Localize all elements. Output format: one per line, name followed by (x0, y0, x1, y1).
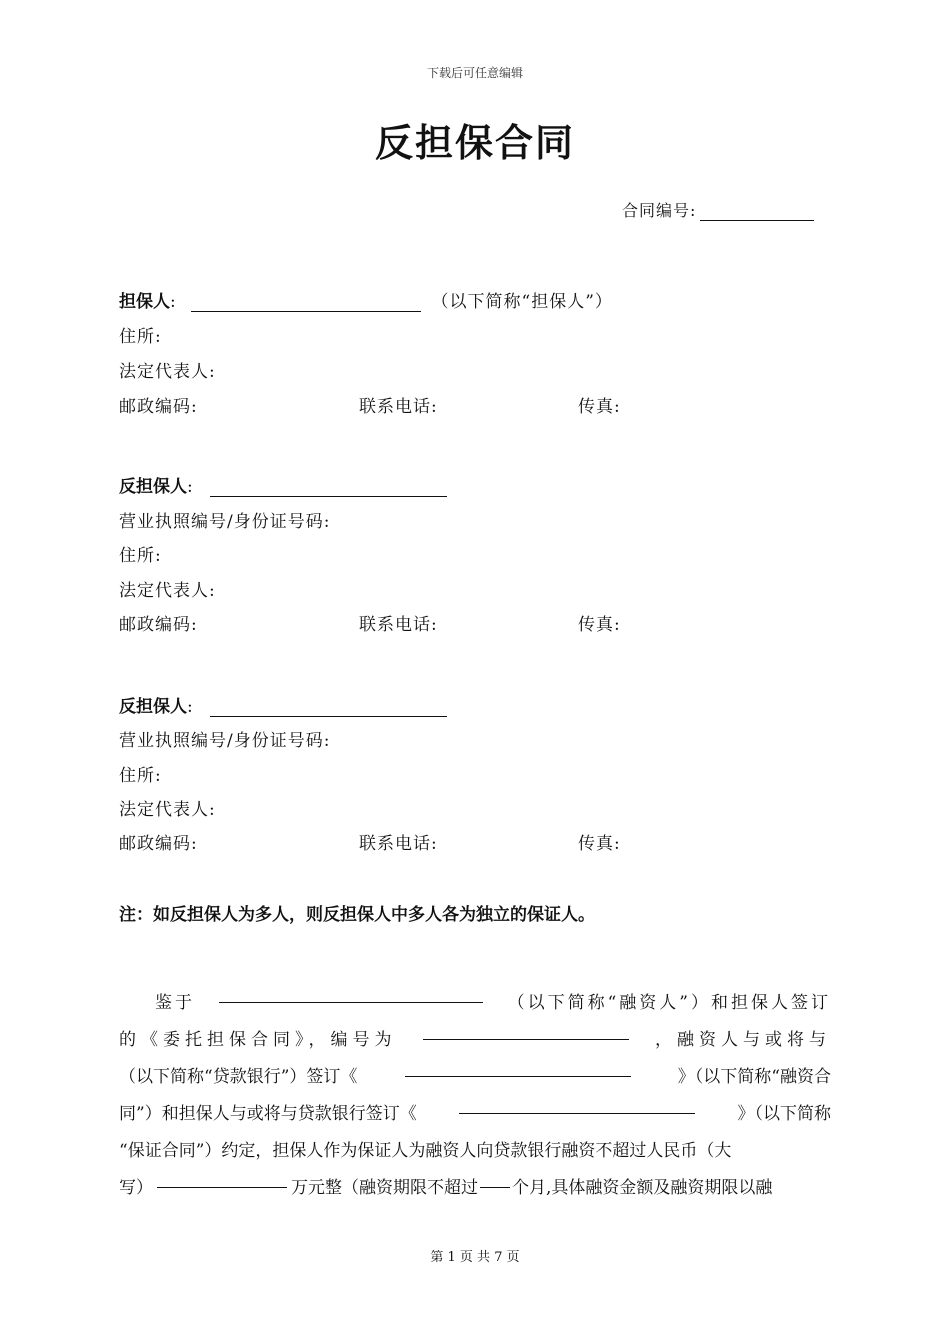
counter-guarantor-1-postal: 邮政编码: (119, 615, 198, 635)
months-blank (480, 1170, 510, 1188)
body-text: 个月,具体融资金额及融资期限以融 (512, 1178, 773, 1198)
guarantor-line (119, 287, 613, 312)
guarantor-postal: 邮政编码: (119, 397, 198, 417)
contract-number-label: 合同编号: (622, 201, 697, 220)
body-text: “保证合同”）约定，担保人作为保证人为融资人向贷款银行融资不超过人民币（大 (119, 1141, 732, 1161)
body-text: 的《委托担保合同》，编号为 (119, 1030, 397, 1050)
counter-guarantor-1-fax: 传真: (578, 615, 621, 635)
counter-guarantor-2-license: 营业执照编号/身份证号码: (119, 731, 331, 751)
counter-guarantor-2-address: 住所: (119, 766, 162, 786)
counter-guarantor-2-phone: 联系电话: (359, 834, 438, 854)
counter-guarantor-2-postal: 邮政编码: (119, 834, 198, 854)
body-text: （以下简称“贷款银行”）签订《 (119, 1067, 358, 1087)
counter-guarantor-2-rep: 法定代表人: (119, 800, 216, 820)
counter-guarantor-1-colon: : (187, 477, 194, 497)
body-line-2 (119, 1022, 831, 1059)
financier-blank (219, 985, 483, 1003)
guarantor-phone: 联系电话: (359, 397, 438, 417)
counter-guarantor-2-line (119, 692, 447, 717)
body-line-5 (119, 1133, 831, 1170)
counter-guarantor-1-blank (210, 479, 447, 497)
body-text: 同”）和担保人与或将与贷款银行签订《 (119, 1104, 417, 1124)
body-text: （以下简称“融资人”）和担保人签订 (507, 993, 831, 1013)
financing-contract-blank (405, 1059, 631, 1077)
page-header: 下载后可任意编辑 (426, 66, 523, 80)
body-text: 》（以下简称“融资合 (677, 1067, 831, 1087)
document-title: 反担保合同 (374, 121, 575, 165)
page-footer: 第 1 页 共 7 页 (430, 1250, 520, 1265)
contract-ref-blank (423, 1022, 629, 1040)
guarantor-name-blank (191, 294, 421, 312)
body-line-4 (119, 1096, 831, 1133)
guarantor-fax: 传真: (578, 397, 621, 417)
guarantor-rep: 法定代表人: (119, 362, 216, 382)
counter-guarantor-1-label: 反担保人 (119, 477, 187, 497)
body-line-3 (119, 1059, 831, 1096)
contract-number-blank (700, 204, 814, 221)
body-line-1 (119, 985, 831, 1022)
body-text: 万元整（融资期限不超过 (291, 1178, 478, 1198)
note: 注：如反担保人为多人，则反担保人中多人各为独立的保证人。 (119, 905, 595, 925)
counter-guarantor-2-label: 反担保人 (119, 697, 187, 717)
counter-guarantor-2-fax: 传真: (578, 834, 621, 854)
body-text: ，融资人与或将与 (655, 1030, 831, 1050)
counter-guarantor-1-rep: 法定代表人: (119, 581, 216, 601)
guarantor-address: 住所: (119, 327, 162, 347)
guarantor-label: 担保人 (119, 292, 170, 312)
counter-guarantor-1-phone: 联系电话: (359, 615, 438, 635)
guarantor-colon: : (170, 292, 177, 312)
body-paragraph (119, 985, 831, 1207)
amount-blank (157, 1170, 287, 1188)
counter-guarantor-2-blank (210, 699, 447, 717)
contract-number (622, 198, 814, 221)
body-text: 鉴于 (155, 993, 195, 1013)
body-text: 》（以下简称 (737, 1104, 831, 1124)
counter-guarantor-2-colon: : (187, 697, 194, 717)
counter-guarantor-1-license: 营业执照编号/身份证号码: (119, 512, 331, 532)
counter-guarantor-1-address: 住所: (119, 546, 162, 566)
body-line-6 (119, 1170, 831, 1207)
guarantee-contract-blank (459, 1096, 695, 1114)
body-text: 写） (119, 1178, 153, 1198)
counter-guarantor-1-line (119, 472, 447, 497)
guarantor-suffix: （以下简称“担保人”） (431, 292, 613, 312)
